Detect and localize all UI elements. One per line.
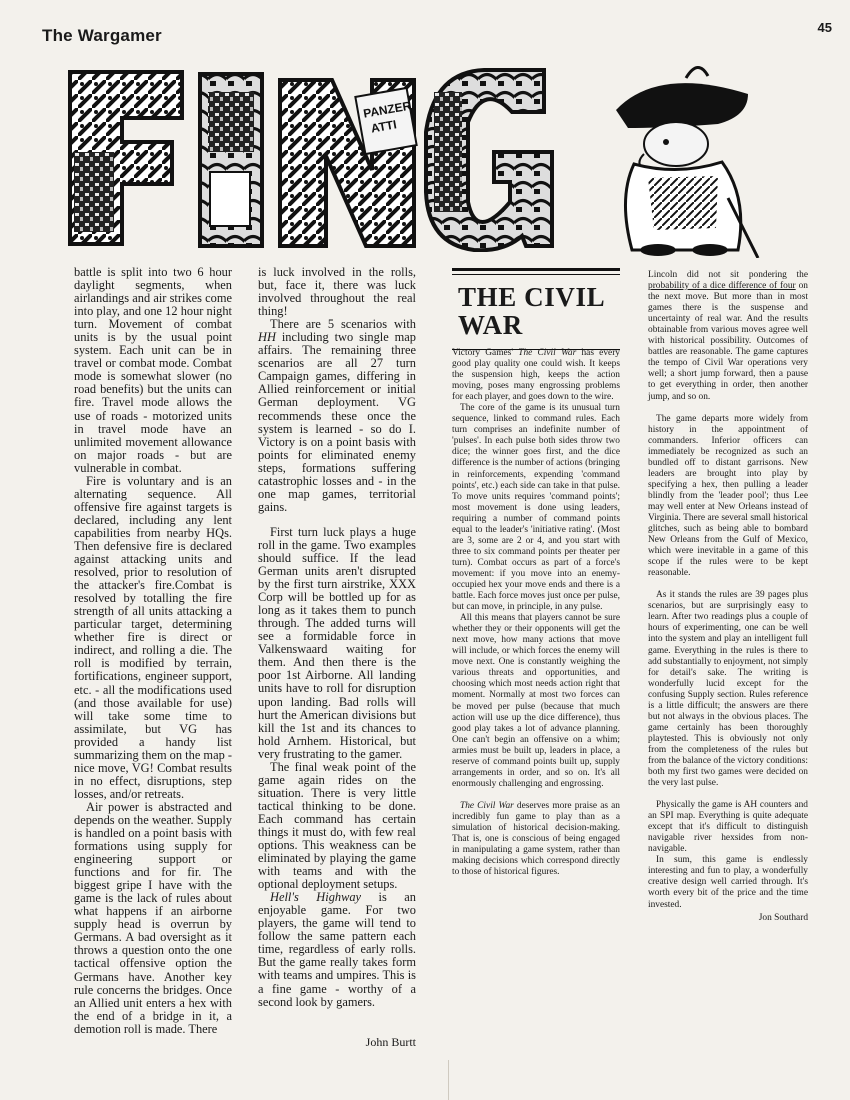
article2-paragraph: The core of the game is its unusual turn sequence, linked to command rules. Each turn comprises an indefinite number of 'pulses'. In each pulse both sides throw two dice; the winner goes first, and the dice difference is the number of actions (bringing in reinforcements, expending 'command points', etc.) each side can take in that pulse. To move units requires 'command points'; most movement is done using leaders, requiring a number of command points equal to the leader's 'initiative rating'. (Most are 3, some are 2 or 4, and you start with three to six command points per theater per turn). Combat occurs as part of a force's movement: if you move into an enemy-occupied hex your move ends and there is a battle. Each force moves just once per pulse, but can move, in principle, in any pulse. (452, 403, 620, 613)
article1-paragraph: battle is split into two 6 hour daylight segments, when airlandings and air strikes come into play, and one 12 hour night turn. Movement of combat units is by the usual point system. Each unit can be in travel or combat mode. Combat mode is somewhat slower (no road benefits) but the units can fire. Travel mode allows the use of roads - motorized units in travel mode have an unlimited movement allowance on major roads - but are vulnerable in combat. (74, 265, 232, 475)
text-run: has every good play quality one could wish. It keeps the suspension high, keeps the action moving, poses many engrossing problems for each player, and goes down to the wire. (452, 348, 620, 403)
article1-paragraph (258, 318, 416, 514)
article2-paragraph: Physically the game is AH counters and an SPI map. Everything is quite adequate except that it's difficult to distinguish navigable river hexsides from non-navigable. (648, 800, 808, 855)
game-title: The Civil War (518, 348, 577, 358)
article2-column-1 (452, 348, 620, 878)
text-run: deserves more praise as an incredibly fun game to play than as a simulation of historical decision-making. That is, one is conscious of being engaged in manipulating a game system, rather than making decisions which correspond directly to those of historical figures. (452, 800, 620, 878)
article2-paragraph (452, 801, 620, 878)
page-number: 45 (817, 20, 832, 35)
article1-paragraph: Fire is voluntary and is an alternating sequence. All offensive fire against targets is declared, including any lent capabilities from nearby HQs. Then defensive fire is declared against attacking units and resolved, prior to resolution of the attacker's fire.Combat is resolved by totalling the fire strength of all units attacking a particular target, determining whether fire is direct or indirect, and rolling a die. The roll is modified by terrain, fortifications, engineer support, etc. - all the modifications used (and those available for use) will take some time to assimilate, but VG has provided a handy list summarizing them on the map - nice move, VG! Combat results in no effect, disruptions, step losses, and/or retreats. (74, 473, 232, 801)
title-rule (452, 274, 620, 275)
letter-f (70, 72, 182, 244)
game-title: The Civil War (460, 800, 514, 811)
letter-n (280, 80, 417, 246)
article1-column-1 (74, 266, 232, 1036)
game-title: Hell's Highway (270, 890, 362, 905)
article1-column-2 (258, 266, 416, 1009)
article1-paragraph (258, 891, 416, 1008)
article2-paragraph: All this means that players cannot be sure whether they or their opponents will get the next move, how many actions that move will include, or which forces the enemy will move next. One is constantly weighing the various threats and opportunities, and choosing which most needs action right that moment. Normally at most two forces can be moved per pulse (because that much action will use up the dice difference), thus good play takes a lot of advance planning. One can't begin an offensive on a whim; armies must be built up, leaders in place, a reserve of command points built up, supply arrangements in order, and so on. It's all enormously challenging and engrossing. (452, 613, 620, 789)
article2-column-2 (648, 270, 808, 924)
underlined-phrase: probability of a dice difference of four (648, 281, 796, 292)
panzer-text-1: PANZER (362, 98, 413, 121)
fing-banner-art (64, 52, 624, 252)
article1-paragraph: is luck involved in the rolls, but, face it, there was luck involved throughout the real thing! (258, 265, 416, 319)
letter-i (200, 74, 262, 246)
article1-paragraph: First turn luck plays a huge roll in the game. Two examples should suffice. If the lead German units aren't disrupted by the first turn airstrike, XXX Corp will be bottled up for as long as it takes them to punch through. The added turns will see a formidable force in Valkenswaard waiting for them. And then there is the poor 1st Airborne. All landing units have to roll for disruption upon landing. Bad rolls will hurt the American divisions but kill the 1st and its chances to hold Arnhem. Historical, but very frustrating to the gamer. (258, 524, 416, 761)
article2-title: THE CIVIL WAR (458, 282, 604, 340)
article2-paragraph (648, 270, 808, 403)
article2-paragraph: In sum, this game is endlessly interesting and fun to play, a wonderfully creative design well carried through. It's worth every bit of the price and the time invested. (648, 855, 808, 910)
text-run: Lincoln did not sit pondering the (648, 270, 808, 280)
civil-war-title-box (452, 268, 620, 350)
napoleon-mascot-illustration (598, 58, 768, 258)
article2-paragraph: As it stands the rules are 39 pages plus scenarios, but are surprisingly easy to learn. After two readings plus a couple of hours of experimenting, one can be well into the system and play an intelligent full game. Everything in the rules is there to add substantially to enjoyment, not simply for detail's sake. The writing is wonderfully lucid except for the confusing Supply section. Rules reference is a little difficult; the answers are there but not always in the obvious places. The game certainly has been thoroughly playtested. This is obviously not only from the completeness of the rules but from the balance of the victory conditions: both my first two games were decided on the very last pulse. (648, 590, 808, 789)
article2-paragraph: The game departs more widely from history in the appointment of commanders. Inferior officers can immediately be recognized as such an bundled off to distant garrisons. New leaders are brought into play by specifying a hex, then pulling a leader blindly from the 'leader pool'; thus Lee may well enter at New Orleans instead of Virginia. There are several small historical glitches, such as being able to bombard New Orleans from the Gulf of Mexico, which were inevitable in a game of this scope if the rules were to be kept reasonable. (648, 413, 808, 579)
mascot-art (598, 58, 768, 258)
fing-banner (64, 52, 624, 252)
text-run: There are 5 scenarios with (270, 317, 416, 332)
article1-paragraph: Air power is abstracted and depends on the weather. Supply is handled on a point basis with formations using supply for engineering support or functions and for fir. The biggest gripe I have with the game is the lack of rules about what happens if an airborne supply head is overrun by Germans. A bad oversight as it throws a question onto the one tactical offensive option the Germans have. Another key rule concerns the bridges. Once an Allied unit enters a hex with the end of a bridge in it, a demotion roll is made. There (74, 799, 232, 1036)
article2-byline: Jon Southard (758, 912, 808, 923)
letter-g (426, 70, 552, 250)
text-run: including two single map affairs. The remaining three scenarios are all 27 turn Campaign games, differing in Allied reinforcement or initial German deployment. VG recommends these once the system is learned - so do I. Victory is on a point basis with points for eliminated enemy steps, formations suffering catastrophic losses and - in the one map games, territorial gains. (258, 330, 416, 514)
text-run: Victory Games' (452, 348, 519, 358)
page-fold-line (448, 1060, 449, 1100)
masthead: The Wargamer (42, 26, 162, 45)
panzer-text-2: ATTI (369, 117, 398, 136)
article1-byline: John Burtt (365, 1035, 416, 1049)
article1-paragraph: The final weak point of the game again rides on the situation. There is very little tactical thinking to be done. Each command has certain things it must do, with few real options. This weakness can be eliminated by playing the game with teams and with the optional deployment setups. (258, 759, 416, 892)
article2-paragraph (452, 348, 620, 403)
text-run: on the next move. But more than in most games there is the suspense and uncertainty of real war. And the results obtainable from various moves agree well with historical possibility. Outcomes of battles are reasonable. The game captures the tempo of Civil War operations very well; a short jump forward, then a pause to get everything in order, then another jump, and so on. (648, 281, 808, 402)
text-run: is an enjoyable game. For two players, the game will tend to follow the same pattern each time, regardless of early rolls. But the game really takes form with teams and umpires. This is a fine game - worthy of a second look by gamers. (258, 890, 416, 1009)
game-title-abbrev: HH (258, 330, 276, 345)
